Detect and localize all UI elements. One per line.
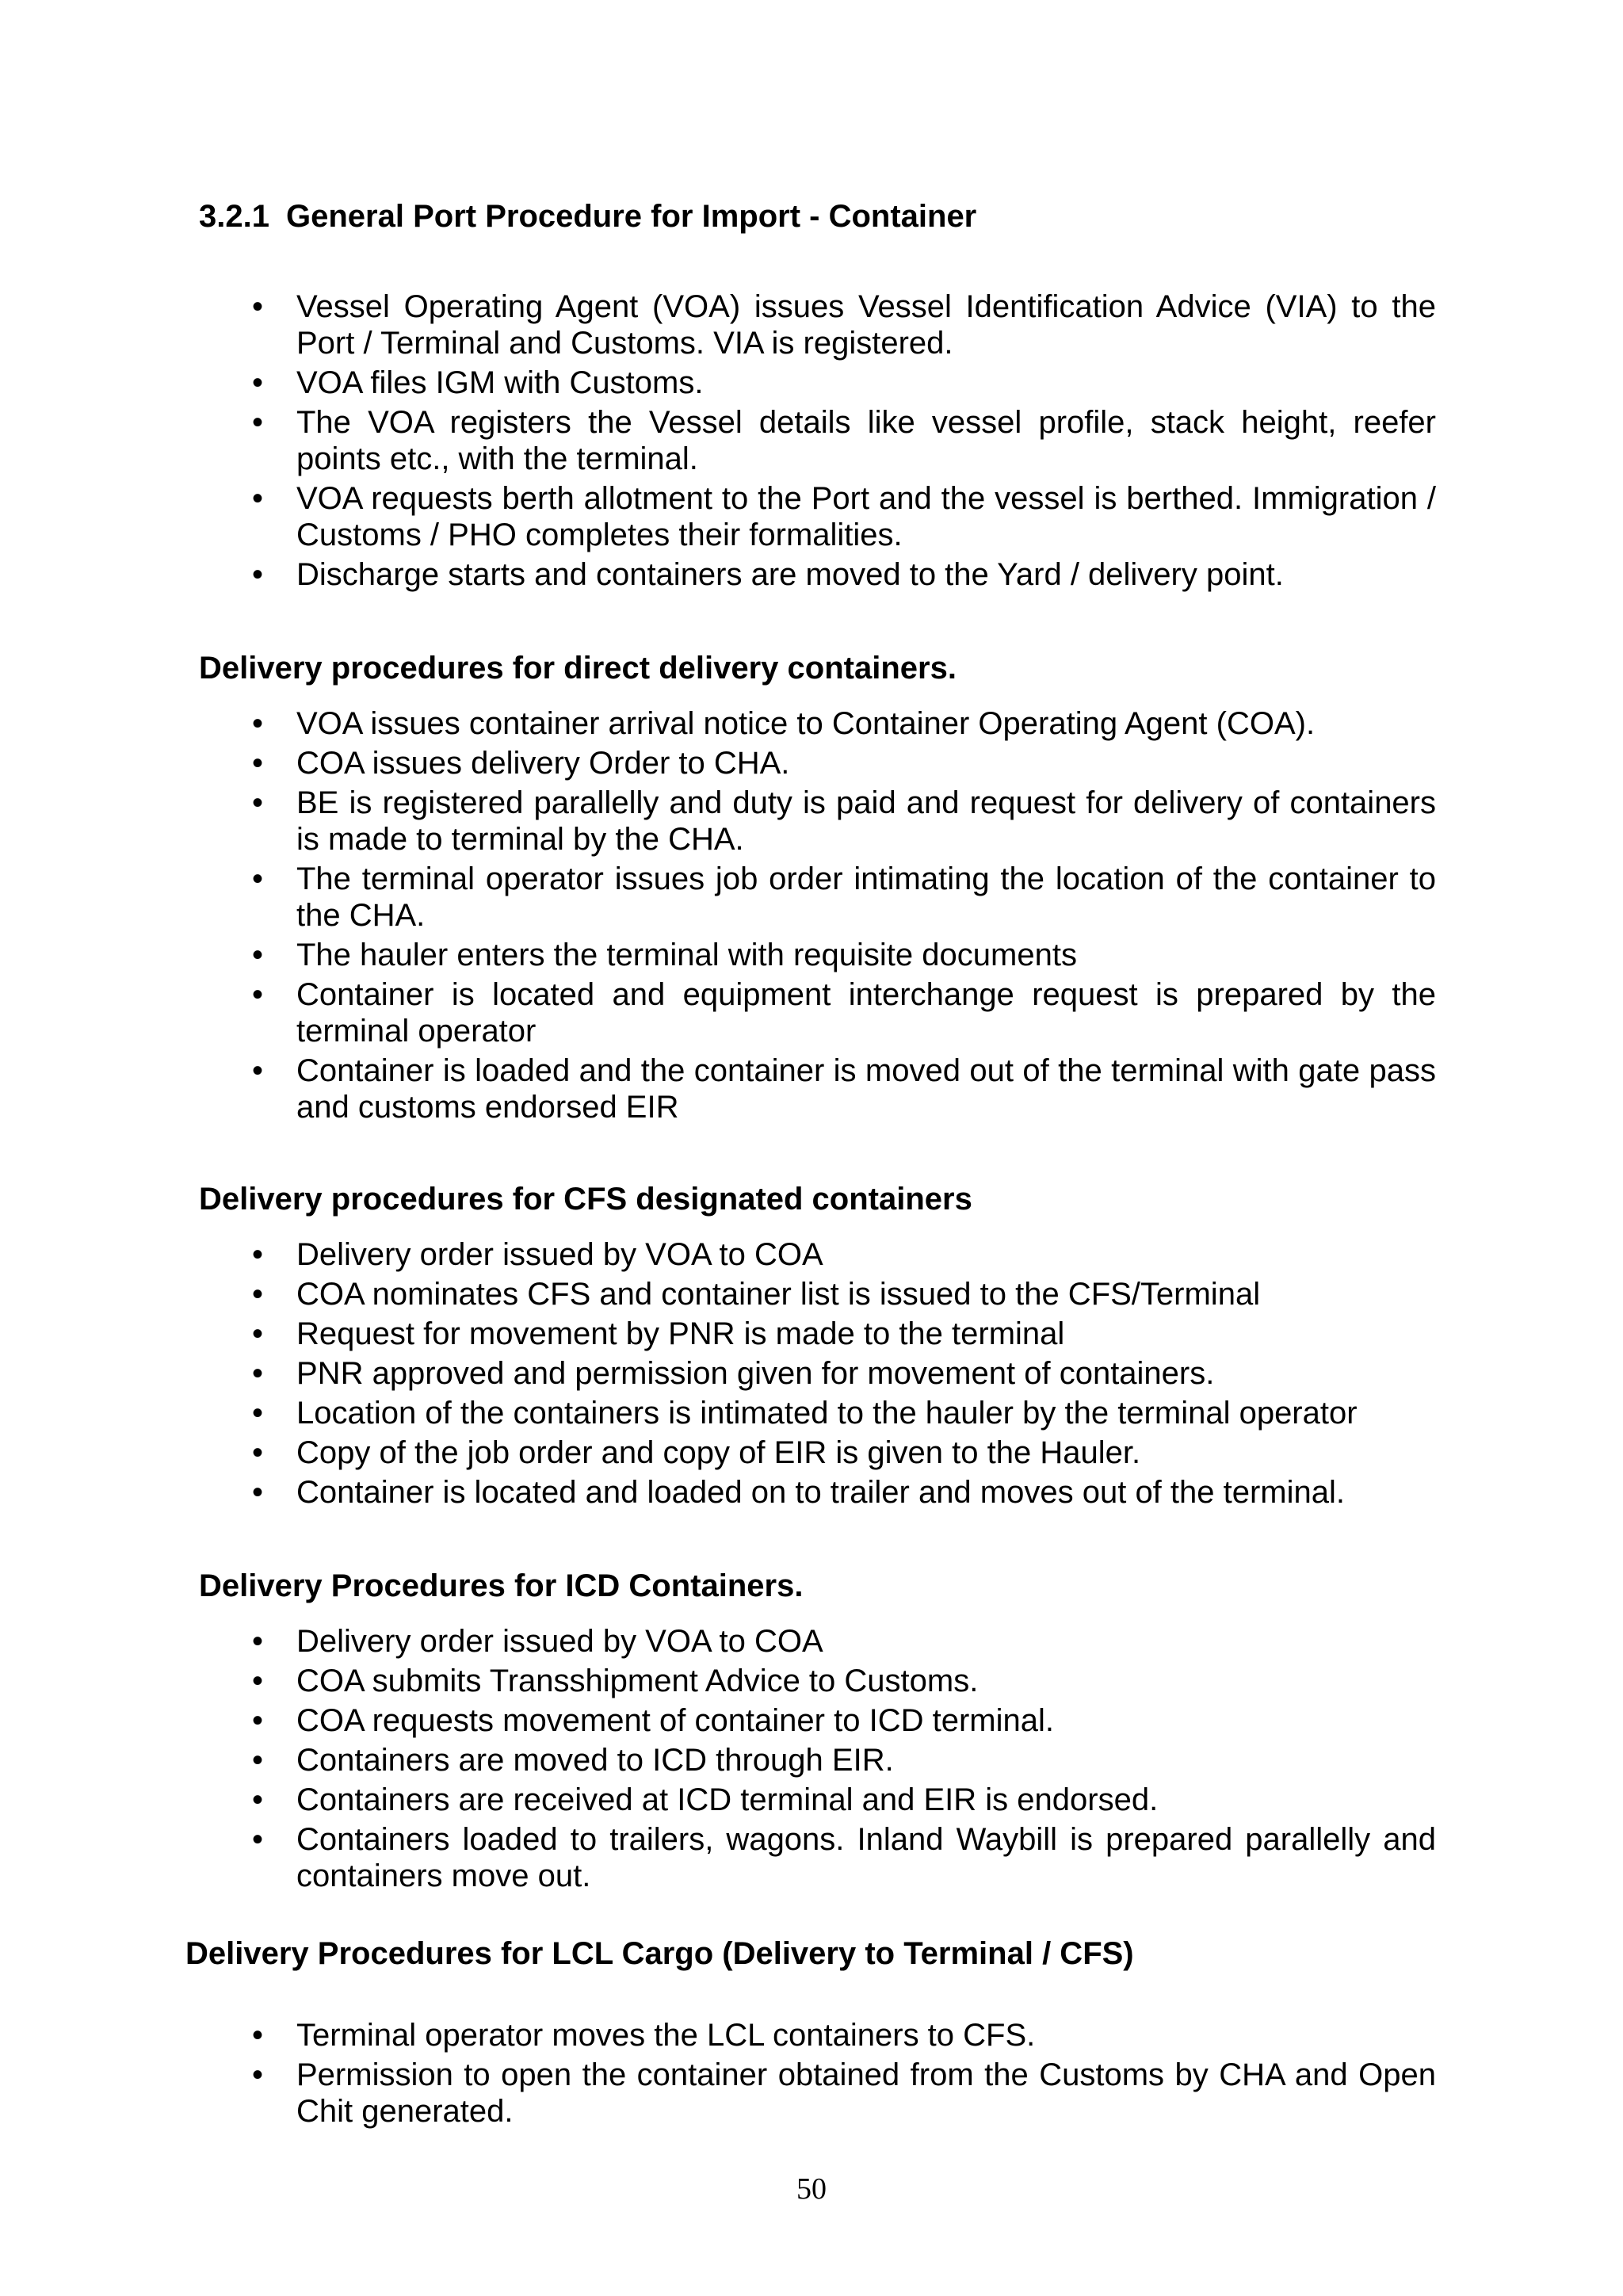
list-item: • VOA requests berth allotment to the Port and the vessel is berthed. Immigration / Customs / PHO completes their formalities. — [252, 481, 1436, 552]
list-item: • Copy of the job order and copy of EIR is given to the Hauler. — [252, 1435, 1141, 1470]
list-item: • COA issues delivery Order to CHA. — [252, 746, 790, 781]
list-item: • Vessel Operating Agent (VOA) issues Vessel Identification Advice (VIA) to the Port / Terminal and Customs. VIA is registered. — [252, 289, 1436, 361]
bullet-list — [249, 1236, 1436, 1514]
list-item: • Location of the containers is intimated to the hauler by the terminal operator — [252, 1396, 1358, 1431]
section-heading — [199, 1568, 803, 1604]
section-title: General Port Procedure for Import - Container — [286, 199, 977, 234]
bullet-icon: • — [252, 861, 264, 896]
bullet-icon: • — [252, 557, 264, 592]
list-item: • Container is loaded and the container is moved out of the terminal with gate pass and customs endorsed EIR — [252, 1053, 1436, 1125]
list-item: • BE is registered parallelly and duty is paid and request for delivery of containers is made to terminal by the CHA. — [252, 785, 1436, 857]
bullet-list — [249, 288, 1436, 596]
section-title: Delivery procedures for CFS designated containers — [199, 1182, 972, 1217]
list-item: • COA nominates CFS and container list is issued to the CFS/Terminal — [252, 1277, 1261, 1312]
bullet-icon: • — [252, 1703, 264, 1738]
bullet-icon: • — [252, 1396, 264, 1431]
section-heading — [185, 1935, 1134, 1972]
list-item: • Container is located and equipment interchange request is prepared by the terminal operator — [252, 977, 1436, 1049]
bullet-icon: • — [252, 1624, 264, 1659]
list-item: • The hauler enters the terminal with requisite documents — [252, 938, 1077, 972]
bullet-icon: • — [252, 938, 264, 972]
list-item: • Discharge starts and containers are moved to the Yard / delivery point. — [252, 557, 1284, 592]
section-heading — [199, 650, 957, 686]
bullet-icon: • — [252, 2018, 264, 2053]
bullet-icon: • — [252, 481, 264, 516]
bullet-icon: • — [252, 1435, 264, 1470]
list-item: • Request for movement by PNR is made to the terminal — [252, 1316, 1065, 1351]
section-title: Delivery Procedures for LCL Cargo (Delivery to Terminal / CFS) — [185, 1936, 1134, 1971]
bullet-list — [249, 2017, 1436, 2133]
bullet-icon: • — [252, 1664, 264, 1698]
list-item: • VOA issues container arrival notice to Container Operating Agent (COA). — [252, 706, 1316, 741]
bullet-icon: • — [252, 746, 264, 781]
bullet-icon: • — [252, 785, 264, 820]
list-item: • Containers are received at ICD terminal and EIR is endorsed. — [252, 1782, 1159, 1817]
bullet-icon: • — [252, 1822, 264, 1857]
bullet-icon: • — [252, 1475, 264, 1510]
bullet-icon: • — [252, 1237, 264, 1272]
list-item: • Delivery order issued by VOA to COA — [252, 1624, 823, 1659]
bullet-icon: • — [252, 2057, 264, 2092]
list-item: • COA submits Transshipment Advice to Customs. — [252, 1664, 979, 1698]
bullet-icon: • — [252, 365, 264, 400]
section-title: Delivery Procedures for ICD Containers. — [199, 1568, 804, 1603]
list-item: • PNR approved and permission given for movement of containers. — [252, 1356, 1215, 1391]
bullet-icon: • — [252, 1356, 264, 1391]
section-title: Delivery procedures for direct delivery containers. — [199, 651, 957, 686]
bullet-icon: • — [252, 977, 264, 1012]
bullet-icon: • — [252, 1743, 264, 1778]
list-item: • Containers are moved to ICD through EIR. — [252, 1743, 894, 1778]
bullet-icon: • — [252, 289, 264, 324]
list-item: • Containers loaded to trailers, wagons. Inland Waybill is prepared parallelly and containers move out. — [252, 1822, 1436, 1893]
bullet-list — [249, 705, 1436, 1129]
list-item: • Permission to open the container obtained from the Customs by CHA and Open Chit generated. — [252, 2057, 1436, 2129]
bullet-icon: • — [252, 405, 264, 440]
page-number: 50 — [796, 2172, 827, 2206]
bullet-icon: • — [252, 1277, 264, 1312]
list-item: • The terminal operator issues job order intimating the location of the container to the CHA. — [252, 861, 1436, 933]
list-item: • Container is located and loaded on to trailer and moves out of the terminal. — [252, 1475, 1346, 1510]
list-item: • The VOA registers the Vessel details like vessel profile, stack height, reefer points etc., with the terminal. — [252, 405, 1436, 476]
section-number: 3.2.1 — [199, 199, 269, 234]
section-heading — [199, 1181, 972, 1217]
bullet-icon: • — [252, 706, 264, 741]
bullet-icon: • — [252, 1782, 264, 1817]
list-item: • Terminal operator moves the LCL containers to CFS. — [252, 2018, 1036, 2053]
bullet-icon: • — [252, 1316, 264, 1351]
list-item: • Delivery order issued by VOA to COA — [252, 1237, 823, 1272]
bullet-icon: • — [252, 1053, 264, 1088]
list-item: • COA requests movement of container to ICD terminal. — [252, 1703, 1054, 1738]
section-heading — [199, 198, 976, 235]
bullet-list — [249, 1623, 1436, 1897]
list-item: • VOA files IGM with Customs. — [252, 365, 704, 400]
